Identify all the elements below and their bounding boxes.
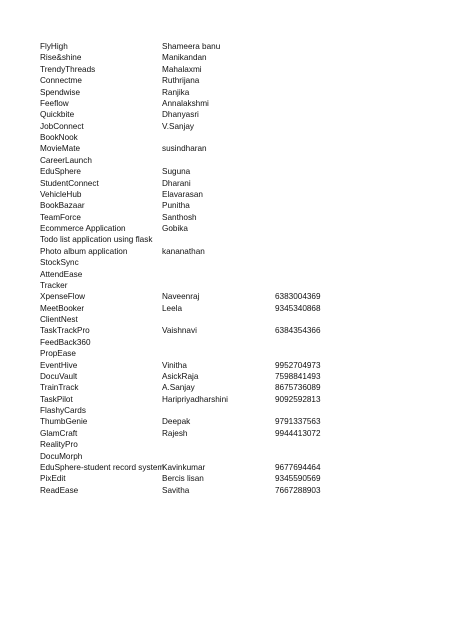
project-name-cell: TeamForce <box>40 212 81 222</box>
student-name-cell: Elavarasan <box>162 189 203 199</box>
student-name-cell: Dhanyasri <box>162 110 199 120</box>
student-name-cell: Dharani <box>162 178 191 188</box>
phone-number-cell: 9677694464 <box>275 462 321 472</box>
project-name-cell: Spendwise <box>40 87 81 97</box>
project-name-cell: BookNook <box>40 133 78 142</box>
project-name-cell: TaskTrackPro <box>40 326 90 336</box>
student-name-cell: Leela <box>162 303 183 313</box>
phone-number-cell: 6384354366 <box>275 326 321 336</box>
project-name-cell: Rise&shine <box>40 53 82 63</box>
student-name-cell: Bercis lisan <box>162 474 204 484</box>
phone-number-cell: 8675736089 <box>275 383 321 393</box>
project-name-cell: PixEdit <box>40 474 66 484</box>
project-name-cell: StudentConnect <box>40 178 99 188</box>
project-name-cell: Connectme <box>40 76 82 86</box>
project-name-cell: EventHive <box>40 360 78 370</box>
student-name-cell: kananathan <box>162 246 205 256</box>
project-name-cell: ClientNest <box>40 315 78 324</box>
student-name-cell: Mahalaxmi <box>162 64 202 74</box>
student-name-cell: Suguna <box>162 167 191 177</box>
student-name-cell: AsickRaja <box>162 371 199 381</box>
project-name-cell: TrainTrack <box>40 383 79 393</box>
project-name-cell: JobConnect <box>40 121 84 131</box>
student-name-cell: Vinitha <box>162 360 187 370</box>
phone-number-cell: 7667288903 <box>275 485 321 495</box>
project-name-cell: FeedBack360 <box>40 337 91 347</box>
project-name-cell: AttendEase <box>40 269 83 279</box>
project-name-cell: MovieMate <box>40 144 81 154</box>
student-name-cell: Naveenraj <box>162 292 200 302</box>
student-name-cell: Vaishnavi <box>162 326 197 336</box>
student-name-cell: Haripriyadharshini <box>162 394 228 404</box>
project-name-cell: TaskPilot <box>40 394 73 404</box>
student-name-cell: V.Sanjay <box>162 121 195 131</box>
project-name-cell: DocuMorph <box>40 451 83 461</box>
student-name-cell: susindharan <box>162 144 207 154</box>
student-name-cell: A.Sanjay <box>162 383 195 393</box>
student-name-cell: Kavinkumar <box>162 462 206 472</box>
project-name-cell: MeetBooker <box>40 303 85 313</box>
project-name-cell: Todo list application using flask <box>40 235 153 245</box>
phone-number-cell: 9944413072 <box>275 428 321 438</box>
student-name-cell: Gobika <box>162 224 188 233</box>
project-name-cell: EduSphere-student record system <box>40 462 165 472</box>
student-name-cell: Shameera banu <box>162 42 221 51</box>
project-name-cell: PropEase <box>40 349 76 359</box>
project-name-cell: StockSync <box>40 258 79 268</box>
project-name-cell: ThumbGenie <box>40 417 88 427</box>
phone-number-cell: 7598841493 <box>275 371 321 381</box>
project-name-cell: TrendyThreads <box>40 64 96 74</box>
project-name-cell: FlashyCards <box>40 406 86 415</box>
project-name-cell: VehicleHub <box>40 189 82 199</box>
project-name-cell: DocuVault <box>40 371 78 381</box>
phone-number-cell: 9345590569 <box>275 474 321 484</box>
project-name-cell: EduSphere <box>40 167 81 177</box>
project-name-cell: Feeflow <box>40 98 69 108</box>
student-name-cell: Ruthrijana <box>162 76 200 86</box>
project-name-cell: XpenseFlow <box>40 292 86 302</box>
project-name-cell: GlamCraft <box>40 428 78 438</box>
project-name-cell: BookBazaar <box>40 201 85 211</box>
project-name-cell: Photo album application <box>40 246 128 256</box>
student-name-cell: Savitha <box>162 485 190 495</box>
student-name-cell: Manikandan <box>162 53 207 63</box>
student-name-cell: Annalakshmi <box>162 98 209 108</box>
student-name-cell: Rajesh <box>162 428 188 438</box>
student-name-cell: Deepak <box>162 417 191 427</box>
student-name-cell: Ranjika <box>162 87 190 97</box>
student-name-cell: Punitha <box>162 201 190 211</box>
project-name-cell: Tracker <box>40 280 68 290</box>
phone-number-cell: 9345340868 <box>275 303 321 313</box>
phone-number-cell: 9092592813 <box>275 394 321 404</box>
project-name-cell: CareerLaunch <box>40 155 92 165</box>
phone-number-cell: 9952704973 <box>275 360 321 370</box>
student-name-cell: Santhosh <box>162 212 197 222</box>
project-name-cell: FlyHigh <box>40 42 68 51</box>
project-name-cell: Ecommerce Application <box>40 224 126 233</box>
phone-number-cell: 9791337563 <box>275 417 321 427</box>
phone-number-cell: 6383004369 <box>275 292 321 302</box>
project-name-cell: ReadEase <box>40 485 79 495</box>
project-name-cell: RealityPro <box>40 440 78 450</box>
project-name-cell: Quickbite <box>40 110 75 120</box>
